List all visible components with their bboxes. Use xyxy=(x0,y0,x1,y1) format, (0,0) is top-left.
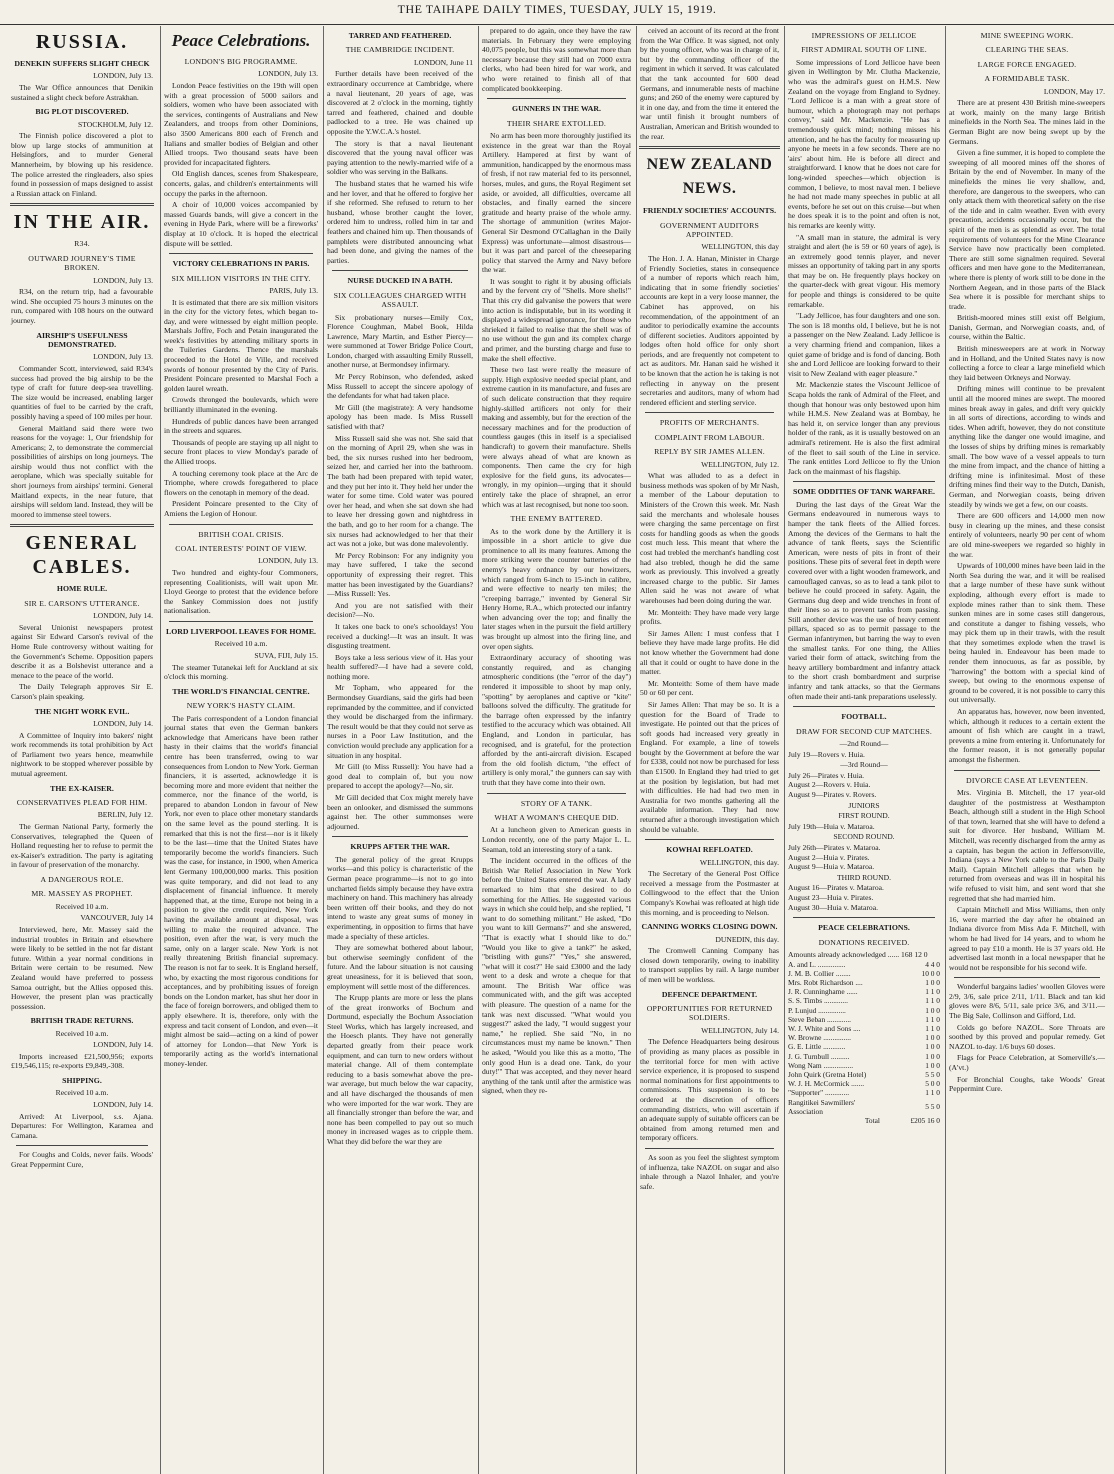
headline: LORD LIVERPOOL LEAVES FOR HOME. xyxy=(166,626,316,636)
article-text: Captain Mitchell and Miss Williams, then only 16, were married the day after he obtained an Indiana divorce from Miss Ada F. Mitchell, with whom he had lived for 14 years, and to whom he agreed to pay £10 a month. He is 37 years old. He advertised last month in a local newspaper that he would not be responsible for his second wife. xyxy=(949,905,1105,972)
subhead: LONDON'S BIG PROGRAMME. xyxy=(184,57,298,66)
subhead: THE CAMBRIDGE INCIDENT. xyxy=(345,45,455,55)
column-5 xyxy=(636,26,782,1474)
article-text: Mr Gill (to Miss Russell): You have had a good deal to complain of, but you now prepared to accept the apology?—No, sir. xyxy=(327,762,473,791)
subhead: SIX MILLION VISITORS IN THE CITY. xyxy=(171,273,311,283)
headline: OUTWARD JOURNEY'S TIME BROKEN. xyxy=(28,253,136,273)
fixture: August 30—Huia v. Mataroa. xyxy=(788,902,878,912)
donation-amount: 1 0 0 xyxy=(925,1060,940,1070)
round-label: THIRD ROUND. xyxy=(837,872,891,882)
donation-amount: 1 1 0 xyxy=(925,996,940,1006)
article-text: prepared to do again, once they have the raw materials. In February they were employing 40,075 people, but this was somewhat more than necessary because they still had on 7000 extra clerks, who had been hired for war work, and who were retained to finish all of that complicated bookkeeping. xyxy=(482,26,631,93)
headline: BIG PLOT DISCOVERED. xyxy=(35,107,129,117)
divider xyxy=(169,621,313,622)
divider xyxy=(487,98,626,99)
subhead: NEW YORK'S HASTY CLAIM. xyxy=(186,701,296,711)
article-text: The Daily Telegraph approves Sir E. Carson's plain speaking. xyxy=(11,682,153,701)
dateline: LONDON, July 13. xyxy=(258,556,318,566)
donor-name: W. J. H. McCormick ....... xyxy=(788,1079,865,1089)
donor-name: P. Lunjud ............... xyxy=(788,1005,846,1015)
donor-name: W. J. White and Sons .... xyxy=(788,1023,861,1033)
headline: STORY OF A TANK. xyxy=(520,798,593,808)
dateline: LONDON, July 13. xyxy=(93,275,153,285)
dateline: STOCKHOLM, July 12. xyxy=(78,119,153,129)
article-text: The Finnish police discovered a plot to blow up large stocks of ammunition at Helsingfors, and to murder General Mannerheim, by blowing up his residence. The police arrested the ringleaders, also spies found in possession of maps designed to assist a Russian attack on Finland. xyxy=(11,131,153,198)
headline: SHIPPING. xyxy=(62,1076,102,1086)
article-text: Interviewed, here, Mr. Massey said the industrial troubles in Britain and elsewhere were likely to be settled in the not far distant future. Within a year normal conditions in Britain were certain to be resumed. New Zealand would have preferred to possess Samoa outright, but the Allies opposed this. However, the present plan was practically possession. xyxy=(11,924,153,1011)
article-text: The Krupp plants are more or less the plans of the great ironworks of Bochum and Dortmund, especially the Bochum Association Steel Works, which has largely increased, and the Hoesch plants. They have not generally departed greatly from their peace work equipment, and can turn to new orders without material change. All of them contemplate reducing to a basis somewhat above the pre-war average, but much below the war capacity, and all have discharged the thousands of men who were imported for the war work. They are all financially stronger than before the war, and none has been compelled to pay out so much money in increased wages as to cripple them. What they did before the war they are xyxy=(327,993,473,1146)
subhead: DONATIONS RECEIVED. xyxy=(818,937,910,947)
article-text: Some impressions of Lord Jellicoe have been given in Wellington by Mr. Clutha Mackenzie, who was the admiral's guest on H.M.S. New Zealand on the voyage from England to Sydney. "Lord Jellicoe is a man with a great store of humour, which a photograph may not perhaps convey," said Mr. Mackenzie. "He has a tremendously quick mind; nothing misses his attention, and he has the faculty for measuring up anyone he meets in a few seconds. There are no 'airs' about him. He is before all direct and straightforward. I know that he does not care for long-winded speeches—which objection is common, I believe, to most naval men. I believe he had not made many speeches in public at all events, before he set out on this cruise—but when he does speak it is to the point and often is not, his remarks are keenly witty. xyxy=(788,57,940,230)
donor-name: J. M. B. Collier ........ xyxy=(788,968,851,978)
subhead: OPPORTUNITIES FOR RETURNED SOLDIERS. xyxy=(646,1003,773,1023)
dateline: LONDON, June 11 xyxy=(414,57,473,67)
donation-row xyxy=(788,1061,940,1070)
divider xyxy=(645,1148,774,1149)
article-text: Imports increased £21,500,956; exports £19,546,115; re-exports £9,849,-308. xyxy=(11,1051,153,1071)
headline: DEFENCE DEPARTMENT. xyxy=(661,989,758,999)
headline: MINE SWEEPING WORK. xyxy=(980,31,1074,40)
donation-amount: 1 0 0 xyxy=(925,1005,940,1015)
donation-amount: 5 5 0 xyxy=(925,1069,940,1079)
donation-row xyxy=(788,1088,940,1097)
article-text: There are at present 430 British mine-sweepers at work, mainly on the many large British minefields in the North Sea. The mines laid in the German Bight are now being swept up by the Germans. xyxy=(949,98,1105,146)
new-zealand-news-title: NEW ZEALAND NEWS. xyxy=(646,156,773,198)
donor-name: W. Browne ............... xyxy=(788,1033,851,1043)
divider xyxy=(10,203,154,206)
donor-name: Mrs. Robt Richardson .... xyxy=(788,977,863,987)
headline: NURSE DUCKED IN A BATH. xyxy=(347,276,453,286)
article-text: It takes one back to one's schooldays! You received a ducking!—It was an insult. It was disgusting treatment. xyxy=(327,621,473,651)
article-text: Mr Topham, who appeared for the Bermondsey Guardians, said the girls had been reprimanded by the committee, and if convicted they would be discharged from the infirmary. The result would be that they could not serve as nurses in a Poor Law Institution, and the conviction would preclude any application for a situation in any hospital. xyxy=(327,683,473,760)
article-text: And you are not satisfied with their decision?—No. xyxy=(327,600,473,620)
article-text: British minesweepers are at work in Norway and in Holland, and the United States navy is now collecting a force to clear a large minefield which they laid between Orkneys and Norway. xyxy=(949,344,1105,382)
divider xyxy=(639,146,780,149)
article-text: "Lady Jellicoe, has four daughters and one son. The son is 18 months old, I believe, but he is not a passenger on the New Zealand. Lady Jellicoe is a very charming friend and companion, likes a quiet game of bridge and is fond of dancing. Both she and Lord Jellicoe are looking forward to their visit to New Zealand with eager pleasure." xyxy=(788,311,940,378)
subhead: THEIR SHARE EXTOLLED. xyxy=(506,118,607,128)
article-text: These two last were really the measure of supply. High explosive needed special plant, and extreme caution in its manufacture, and fuses are of such delicate construction that they require highly-skilled artificers not only for their making and assembly, but for the erection of the necessary machines and for the production of countless gauges (this in itself is a specialised handicraft) to govern their manufacture. Shells were always ahead of what are known as components. Then came the cry for high explosive for the field guns, its advocates—wrongly, in my opinion—urging that it should entirely take the place of shrapnel, an error which was at last recognised, but none too soon. xyxy=(482,365,631,509)
subhead: MR. MASSEY AS PROPHET. xyxy=(31,889,133,899)
headline: AIRSHIP'S USEFULNESS DEMONSTRATED. xyxy=(36,330,128,349)
article-text: A choir of 10,000 voices accompanied by massed Guards bands, will give a concert in the evening in Hyde Park, where will be a fireworks' display at 10 o'clock. It is hoped the electrical dispute will be settled. xyxy=(164,200,318,248)
article-text: Sir James Allen: I must confess that I believe they have made large profits. He did not know whether the Government had done all that it could or ought to have done in the matter. xyxy=(640,628,779,677)
donations-table xyxy=(788,960,940,1116)
headline: DIVORCE CASE AT LEVENTEEN. xyxy=(965,775,1088,785)
subhead: DRAW FOR SECOND CUP MATCHES. xyxy=(795,726,933,736)
fixture: July 19—Rovers v. Huia. xyxy=(788,749,865,759)
donor-name: S. S. Timbs ............. xyxy=(788,996,848,1006)
article-text: It is estimated that there are six million visitors in the city for the victory fetes, which began to-day, and were witnessed by eight million people. Marshals Joffre, Foch and Petain inaugurated the week's festivities by attending military sports in the Tuileries Gardens. Thence the marshals proceeded to the Hotel de Ville, and received swords of honour presented by the City of Paris. President Poincare presented to Marshal Foch a golden laurel wreath. xyxy=(164,297,318,393)
subhead: R34. xyxy=(74,239,90,249)
dateline: LONDON, July 14. xyxy=(93,719,153,728)
column-7 xyxy=(945,26,1108,1474)
article-text: Given a fine summer, it is hoped to complete the sweeping of all moored mines off the shores of Britain by the end of November. In many of the minefields the mines lie very shallow, and, therefore, are dangerous to the sweepers, who can only attack them with theoretical safety on the rise of the tide and in calm weather. Even with every precaution, accidents occasionally occur, but the spirit of the men is as splendid as ever. The total requirements of volunteers for the Mine Clearance Service have now practically been completed. There are still some signalmen required. Several officers and men have gone to the Mediterranean, where there is plenty of work still to be done in the Northern Aegean, and in those parts of the Black Sea where it is possible for merchant ships to trade. xyxy=(949,148,1105,311)
divider xyxy=(10,524,154,527)
article-text: An apparatus has, however, now been invented, which, although it reduces to a certain extent the amount of fish which are caught in a trawl, prevents a mine from entering it. Unfortunately for the former reason, it is not generally popular amongst the fishermen. xyxy=(949,707,1105,764)
headline: HOME RULE. xyxy=(56,584,108,594)
article-text: Further details have been received of the extraordinary occurrence at Cambridge, where a naval lieutenant, 20 years of age, was discovered at 2 o'clock in the morning, tightly tarred and feathered, chained and double padlocked to a tree. He was chained up opposite the Y.W.C.A.'s hostel. xyxy=(327,69,473,136)
article-text: The husband states that he warned his wife and her lover, and that he offered to forgive her if she reformed. She refused to return to her husband, whose brother caught the lover, ordered him to undress, rolled him in tar and feathers and chained him up. Then thousands of pamphlets were distributed announcing what had been done, and giving the names of the parties. xyxy=(327,178,473,265)
article-text: President Poincare presented to the City of Amiens the Legion of Honour. xyxy=(164,499,318,518)
divider xyxy=(954,770,1100,771)
headline: BRITISH TRADE RETURNS. xyxy=(30,1016,134,1026)
dateline: SUVA, FIJI, July 15. xyxy=(254,650,318,660)
column-2 xyxy=(160,26,321,1474)
dateline: LONDON, July 14. xyxy=(93,1040,153,1050)
headline: VICTORY CELEBRATIONS IN PARIS. xyxy=(172,259,310,269)
article-text: ceived an account of its record at the front from the War Office. It was signed, not only by the young officer, who was in charge of it, but by the commanding officer of the regiment in which it served. It was calculated that the tank accounted for 600 dead Germans, and innumerable nests of machine guns; and 260 of the enemy were captured by it in one day, and from the time it entered the war until finish it brought numbers of Australian, American and British wounded to the rear. xyxy=(640,26,779,141)
article-text: Mr Percy Robinson, who defended, asked Miss Russell to accept the sincere apology of the defendants for what had taken place. xyxy=(327,372,473,401)
donation-row xyxy=(788,1070,940,1079)
donation-row xyxy=(788,1079,940,1088)
dateline: LONDON, July 13. xyxy=(93,71,153,81)
donor-name: Wong Nam ................ xyxy=(788,1060,854,1070)
subhead: GOVERNMENT AUDITORS APPOINTED. xyxy=(659,220,760,239)
dateline: WELLINGTON, this day xyxy=(701,242,779,252)
headline: KOWHAI REFLOATED. xyxy=(666,845,753,855)
dateline: WELLINGTON, July 12. xyxy=(701,459,779,469)
divider xyxy=(169,253,313,254)
grade-label: JUNIORS xyxy=(848,800,880,810)
article-text: Mrs. Virginia B. Mitchell, the 17 year-old daughter of the postmistress at Westhampton Beach, although still a student in the High School of that town, learned that she will have to defend a suit for divorce. Her husband, William M. Mitchell, was recently discharged from the army as a captain, has begun the action in Jeffersonville, Indiana (says a New York cable to the Paris Daily Mail). Captain Mitchell alleges that when he returned from overseas and was ill in hospital his wife refused to visit him, and sent word that she regretted that she had married him. xyxy=(949,788,1105,903)
divider xyxy=(793,706,935,707)
article-text: General Maitland said there were two reasons for the voyage: 1, Our friendship for Americans; 2, to demonstrate the commercial possibilities of airships on long journeys. The airship would thus not conflict with the aeroplane, which was specially suitable for short journeys from airships' termini. General Maitland expects, in the near future, that airships will seldom land. Instead, they will be moored to immense steel towers. xyxy=(11,423,153,519)
article-text: A Committee of Inquiry into bakers' night work recommends its total prohibition by Act of Parliament two years hence, meanwhile nightwork to be stopped wherever possible by mutual agreement. xyxy=(11,730,153,778)
column-1 xyxy=(8,26,156,1474)
donation-amount: 1 0 0 xyxy=(925,1051,940,1061)
article-text: R34, on the return trip, had a favourable wind. She occupied 75 hours 3 minutes on the run, compared with 108 hours on the outward journey. xyxy=(11,287,153,325)
article-text: Upwards of 100,000 mines have been laid in the North Sea during the war, and it will be realised that a large number of these have sunk without exploding, although every effort is made to explode mines rather than to sink them. These sunken mines are in some cases still dangerous, and constitute a danger to fishing vessels, who may pick them up in their trawls, with the result that they sometimes explode when the trawl is being hauled in. Endeavour has been made to render them innocuous, as far as possible, by "harrowing" the bottom with a special kind of sweep, but owing to the enormous expense of ground to be covered, it is not possible to carry this out universally. xyxy=(949,561,1105,705)
donation-row xyxy=(788,978,940,987)
donation-row xyxy=(788,1033,940,1042)
article-text: Old English dances, scenes from Shakespeare, concerts, galas, and children's entertainments will occupy the parks in the afternoon. xyxy=(164,169,318,198)
article-text: The steamer Tutanekai left for Auckland at six o'clock this morning. xyxy=(164,662,318,682)
subhead: REPLY BY SIR JAMES ALLEN. xyxy=(654,447,765,457)
divider xyxy=(332,270,468,271)
article-text: Crowds thronged the boulevards, which were brilliantly illuminated in the evening. xyxy=(164,395,318,415)
headline: SOME ODDITIES OF TANK WARFARE. xyxy=(793,487,935,497)
article-text: Extraordinary accuracy of shooting was constantly required, and as changing atmospheric conditions (the "error of the day") rendered it impossible to shoot by map only, "spotting" by aeroplanes and captive or "kite" balloons solved the difficulty. The gratitude for the barrage often expressed by the infantry testified to the accuracy which was obtained. All England, and London in particular, has recognised, and is grateful, for the protection afforded by the anti-aircraft division. Escaped from the old foolish dictum, "the effect of artillery is only moral," the gunners can say with truth that they have come into their own. xyxy=(482,653,631,787)
round-label: FIRST ROUND. xyxy=(838,811,890,821)
donations-intro: Amounts already acknowledged ...... 168 12 0 xyxy=(788,949,928,959)
column-3 xyxy=(323,26,476,1474)
article-text: The Defence Headquarters being desirous of providing as many places as possible in the territorial force for men with active service experience, it is proposed to suspend normal nominations for first appointments to commissions. This suspension is to be ordered at the discretion of officers commanding districts, who will ascertain if an adequate supply of suitable officers can be obtained from among returned men and temporary officers. xyxy=(640,1037,779,1143)
article-text: A touching ceremony took place at the Arc de Triomphe, where crowds foregathered to place flowers on the cenotaph in memory of the dead. xyxy=(164,468,318,497)
donation-row xyxy=(788,987,940,996)
divider xyxy=(332,836,468,837)
article-text: The general policy of the great Krupps works—and this policy is characteristic of the German peace programme—is not to go into uncharted fields simply because they have extra machinery on hand. This machinery has already been written off their books, and they do not intend to waste any great sums of money in experimenting, in opposition to firms that have made a specialty of these articles. xyxy=(327,854,473,941)
advertisement: For Bronchial Coughs, take Woods' Great Peppermint Cure. xyxy=(949,1074,1105,1094)
dateline: LONDON, May 17. xyxy=(1043,86,1105,96)
fixtures-senior xyxy=(785,750,943,800)
russia-subhead: DENEKIN SUFFERS SLIGHT CHECK xyxy=(14,59,150,68)
donation-row xyxy=(788,1024,940,1033)
donation-amount: 5 5 0 xyxy=(925,1102,940,1112)
dateline: LONDON, July 14. xyxy=(93,1100,153,1110)
article-text: The incident occurred in the offices of the British War Relief Association in New York before the United States entered the war. A lady remarked to him that she desired to do something for the Allies. He suggested various ways in which she could help, and she replied, "I want to do something militant." He asked, "Do you want to kill Germans?" and she answered, "That is exactly what I should like to do." "Would you like to give a tank?" he asked, "bristling with guns?" "Yes," she answered, "what will it cost?" He said £3000 and the lady went to a desk and wrote a cheque for that amount. The British War office was communicated with, and the gift was accepted with pleasure. The question of a name for the tank was next discussed. "What would you suggest?" asked the lady, "I would suggest your name," he replied. She said "No, in no circumstances must my name be known." Then he asked, "Would you like this as a motto, 'The only good Hun is a dead one. Tank, do your duty!'" That was accepted, and they never heard anything of the tank until after the armistice was signed, when they re- xyxy=(482,856,631,1096)
donation-amount: 1 1 0 xyxy=(925,1023,940,1033)
article-text: It was sought to right it by abusing officials and by the fervent cry of "Shells. More shells!" That this cry did galvanise the powers that were into action is indisputable, but in its wording it displayed a widespread ignorance, for those who shrieked it failed to realise that the shell was of no use without the gun and its complex charge and primer, and the bursting charge and fuse to make the shell effective. xyxy=(482,276,631,363)
fixture: July 26th—Pirates v. Mataroa. xyxy=(788,842,881,852)
article-text: Two hundred and eighty-four Commoners, representing Coalitionists, will wait upon Mr. Lloyd George to protest that the evidence before the Sankey Commission does not justify nationalisation. xyxy=(164,567,318,616)
headline: PROFITS OF MERCHANTS. xyxy=(659,418,760,428)
subhead: A FORMIDABLE TASK. xyxy=(984,74,1070,84)
donation-row xyxy=(788,1052,940,1061)
dateline: WELLINGTON, this day. xyxy=(699,857,779,867)
dateline: DUNEDIN, this day. xyxy=(715,934,779,944)
article-text: "A small man in stature, the admiral is very straight and alert (he is 59 or 60 years of age), is an extremely good tennis player, and never misses an opportunity of taking part in any sports that may be on. He frequently plays hockey on the quarter-deck with great vigour. His memory for people and things is considered to be quite remarkable. xyxy=(788,232,940,309)
divider xyxy=(487,793,626,794)
fixture: July 19th—Huia v. Mataroa. xyxy=(788,821,875,831)
headline: BRITISH COAL CRISIS. xyxy=(198,529,284,539)
article-text: The Secretary of the General Post Office received a message from the Postmaster at Collingwood to the effect that the Union Company's Kowhai was refloated at high tide this morning, and is proceeding to Nelson. xyxy=(640,869,779,917)
subhead: COMPLAINT FROM LABOUR. xyxy=(654,432,765,442)
fixture: August 2—Huia v. Pirates. xyxy=(788,852,870,862)
article-text: The Paris correspondent of a London financial journal states that even the German bankers acknowledge that Americans have been rather hasty in their claims that the world's financial centre has been transferred, owing to war consequences from London to New York. German financiers, it is asserted, acknowledge it is becoming more and more evident that neither the commerce, nor the finance of the world, is prepared to abandon London in favour of New York, nor even to place other monetary standards on the same level as the pound sterling. It is remarked that this is not the first—nor is it likely to be the last—time that the United States have temporarily become the world's financiers. Such was the case, for instance, in 1900, when America lent Germany 100,000,000 marks. This position was quite temporary, and did not lead to any displacement of financial influence. It merely happened that, at the time, Europe not being in a position to give the credit required, New York having the available amount at disposal, was willing to make the required advance. The position, even after the war, is very much the same, only on a larger scale. New York is not really threatening British financial supremacy. The reason is not far to seek. It is England herself, who, by exacting the most rigorous conditions for acceptances, and by prohibiting issues of foreign bonds on the London market, has shut her door in the face of foreign borrowers, and obliged them to apply elsewhere. It is, therefore, only with the express and tacit consent of London, and even—it might almost be said—acting on a kind of power of attorney for London—that New York is temporarily acting as the world's international money-lender. xyxy=(164,713,318,1068)
divider xyxy=(16,1145,148,1146)
headline: GUNNERS IN THE WAR. xyxy=(512,104,601,114)
article-text: At a luncheon given to American guests in London recently, one of the party Major L. L. Seaman, told an interesting story of a tank. xyxy=(482,825,631,854)
article-text: No arm has been more thoroughly justified its existence in the great war than the Royal Artillery. Hampered at first by want of ammunition, handicapped by the enormous mass of fresh, if not raw material fed to its personnel, horses, mules, and guns, the Royal Regiment set aside, or avoided, all difficulties, overcame all obstacles, and finally earned the sincere gratitude and hearty praise of the whole army. The shortage of ammunition (writes Major-General Sir Desmond O'Callaghan in the Daily Express) was unfortunate—almost disastrous—but it was part and parcel of the cheeseparing policy that starved the Army and Navy before the war. xyxy=(482,130,631,275)
donor-name: Steve Beban ............. xyxy=(788,1014,852,1024)
donation-row xyxy=(788,1015,940,1024)
headline: TARRED AND FEATHERED. xyxy=(348,31,452,40)
fixture: August 9—Pirates v. Rovers. xyxy=(788,790,877,799)
subhead: CLEARING THE SEAS. xyxy=(985,45,1069,55)
masthead: THE TAIHAPE DAILY TIMES, TUESDAY, JULY 15, 1919. xyxy=(0,2,1114,25)
donation-amount: 1 0 0 xyxy=(925,1033,940,1043)
headline: A DANGEROUS ROLE. xyxy=(40,874,124,884)
donation-amount: 10 0 0 xyxy=(921,968,940,978)
donation-amount: 5 0 0 xyxy=(925,1079,940,1089)
dateline: WELLINGTON, July 14. xyxy=(701,1025,779,1035)
article-text: Mr Percy Robinson: For any indignity you may have suffered, I take the second opportunity of expressing their regret. This matter has been investigated by the Guardians?—Miss Russell: Yes. xyxy=(327,550,473,599)
article-text: Miss Russell said she was not. She said that on the morning of April 29, when she was in bed, the six nurses rushed into her bedroom, seized her, and carried her into the bathroom. The bath had been prepared with tepid water, and they put her into it. They held her under the water for some time. Cold water was poured over her head, and when she sat down she had to leave her dressing gown and nightdress in the bath, and go to her room for a change. The six nurses had acknowledged to her that their act was not a joke, but was done malevolently. xyxy=(327,433,473,549)
round-label: —2nd Round— xyxy=(839,739,889,749)
donor-name: John Quirk (Gretna Hotel) xyxy=(788,1069,867,1079)
dateline: BERLIN, July 12. xyxy=(97,810,153,820)
subhead: THE ENEMY BATTERED. xyxy=(510,514,603,524)
article-text: Several Unionist newspapers protest against Sir Edward Carson's revival of the Home Rule controversy without waiting for the Government's Scheme. Opposition papers describe it as a Bolshevist utterance and a menace to the peace of the world. xyxy=(11,622,153,680)
headline: CANNING WORKS CLOSING DOWN. xyxy=(641,922,778,932)
donation-row xyxy=(788,960,940,969)
dateline: LONDON, July 13. xyxy=(93,352,153,362)
subhead: SIX COLLEAGUES CHARGED WITH ASSAULT. xyxy=(333,290,467,310)
donor-name: J. G. Turnbull .......... xyxy=(788,1051,850,1061)
total-label: Total xyxy=(864,1115,880,1125)
advertisement: Colds go before NAZOL. Sore Throats are soothed by this proved and popular remedy. Get NAZOL to-day. 1/6 buys 60 doses. xyxy=(949,1022,1105,1051)
article-text: Thousands of people are staying up all night to secure front places to view Monday's parade of the Allied troops. xyxy=(164,437,318,466)
dateline: LONDON, July 14. xyxy=(93,611,153,621)
donor-name: J. R. Cunninghame ...... xyxy=(788,987,858,997)
subhead: WHAT A WOMAN'S CHEQUE DID. xyxy=(494,812,619,822)
received-time: Received 10 a.m. xyxy=(55,1028,109,1038)
article-text: Mr. Monteith: They have made very large profits. xyxy=(640,607,779,627)
article-text: Hundreds of public dances have been arranged in the streets and squares. xyxy=(164,416,318,436)
article-text: Boys take a less serious view of it. Has your health suffered?—I have had a severe cold, nothing more. xyxy=(327,652,473,681)
subhead: COAL INTERESTS' POINT OF VIEW. xyxy=(175,543,307,553)
headline: FRIENDLY SOCIETIES' ACCOUNTS. xyxy=(642,206,777,216)
article-text: There are 600 officers and 14,000 men now busy in clearing up the mines, and these consist entirely of volunteers, nearly 90 per cent of whom are old mine-sweepers we regarded so highly in the war. xyxy=(949,511,1105,559)
donation-amount: 1 0 0 xyxy=(925,1042,940,1052)
round-label: —3rd Round— xyxy=(840,760,888,770)
subhead: SIR E. CARSON'S UTTERANCE. xyxy=(24,598,140,608)
article-text: The German National Party, formerly the Conservatives, telegraphed the Queen of Holland requesting her to refuse to permit the ex-Kaiser's extradition. The party is agitating in favour of preservation of the monarchy. xyxy=(11,821,153,870)
donor-name: A. and L. ............... xyxy=(788,959,846,969)
headline: IMPRESSIONS OF JELLICOE xyxy=(811,31,917,40)
headline: THE NIGHT WORK EVIL. xyxy=(34,706,130,716)
subhead: LARGE FORCE ENGAGED. xyxy=(977,59,1077,69)
donation-row xyxy=(788,1098,940,1116)
article-text: Mr. Monteith: Some of them have made 50 or 60 per cent. xyxy=(640,678,779,698)
football-headline: FOOTBALL. xyxy=(841,712,887,722)
donor-name: G. E. Little ............ xyxy=(788,1042,846,1052)
divider xyxy=(645,412,774,413)
received-time: Received 10 a.m. xyxy=(214,639,268,649)
donations-total xyxy=(788,1116,940,1125)
fixture: August 9—Huia v. Mataroa. xyxy=(788,862,875,872)
advertisement: Flags for Peace Celebration, at Somerville's.—(A'vt.) xyxy=(949,1053,1105,1073)
headline: THE WORLD'S FINANCIAL CENTRE. xyxy=(172,686,310,696)
article-text: During the last days of the Great War the Germans endeavoured in numerous ways to hamper the tank fleets of the Allied forces. Among the devices of the Germans to halt the advance of tank fleets, says the Scientific American, were nests of pits in front of their positions. These pits of several feet in depth were covered over with a light wooden framework, and camouflaged canvas, so as to lead a tank pilot to believe he could proceed in safety. Again, the Germans dug deep and wide trenches in front of their lines so as to prevent tanks from passing. Still another device was the use of heavy cement pillars, spaced so as to permit passage to the German infantrymen, but barring the way to even the smallest tanks. For one thing, the Allies varied their form of attack, switching from the heavy artillery bombardment and infantry attack to the short crash bombardment and surprise infantry and tank attacks, so that the Germans often made their anti-tank preparations uselessly. xyxy=(788,499,940,701)
donor-name: "Supporter" ............. xyxy=(788,1088,850,1098)
donation-amount: 4 4 0 xyxy=(925,959,940,969)
donation-row xyxy=(788,996,940,1005)
donation-row xyxy=(788,969,940,978)
article-text: British-moored mines still exist off Belgium, Danish, German, and Norwegian coasts, and, of course, within the Baltic. xyxy=(949,313,1105,342)
russia-title: RUSSIA. xyxy=(35,31,129,53)
fixture: August 16—Pirates v. Mataroa. xyxy=(788,883,884,893)
headline: PEACE CELEBRATIONS. xyxy=(818,923,910,933)
donation-amount: 1 1 0 xyxy=(925,1088,940,1098)
article-text: Arrived: At Liverpool, s.s. Ajana. Departures: For Wellington, Karamea and Camana. xyxy=(11,1111,153,1140)
donation-row xyxy=(788,1006,940,1015)
subhead: CONSERVATIVES PLEAD FOR HIM. xyxy=(16,797,148,807)
advertisement: As soon as you feel the slightest symptom of influenza, take NAZOL on sugar and also inhale through a Nazol Inhaler, and you're safe. xyxy=(640,1152,779,1191)
article-text: The War Office announces that Denikin sustained a slight check before Astrakhan. xyxy=(11,83,153,102)
subhead: FIRST ADMIRAL SOUTH OF LINE. xyxy=(801,45,927,55)
fixture: August 23—Huia v. Pirates. xyxy=(788,892,874,902)
donation-amount: 1 1 0 xyxy=(925,987,940,997)
advertisement: For Coughs and Colds, never fails. Woods' Great Peppermint Cure, xyxy=(11,1150,153,1170)
received-time: Received 10 a.m. xyxy=(55,901,109,911)
article-text: London Peace festivities on the 19th will open with a great procession of 5000 sailors and soldiers, women who have been associated with the services, contingents of Australians and New Zealanders, and troops from other Dominions, also 3500 Americans 800 each of French and Italians and smaller bodies of Belgian and other Allied troops. Two thousand seats have been provided for incapacitated fighters. xyxy=(164,81,318,167)
divider xyxy=(793,917,935,918)
peace-celebrations-title: Peace Celebrations. xyxy=(171,31,311,50)
in-the-air-title: IN THE AIR. xyxy=(13,211,151,234)
divider xyxy=(169,524,313,525)
donor-name: Rangitikei Sawmillers' Association xyxy=(788,1097,856,1116)
article-text: Mr Gill (the magistrate): A very handsome apology has been made. Is Miss Russell satisfied with that? xyxy=(327,402,473,432)
article-text: What was alluded to as a defect in business methods was spoken of by Mr Nash, a member of the Labour deputation to Ministers of the Crown this week. Mr. Nash said the merchants and wholesale houses were charging the same percentage on first costs for handling goods as when the goods cost much less. This meant that where the cost had trebled the merchant's handling cost had also trebled, though he did the same work as previously. This involved a greatly increased charge to the public. Sir James Allen said he was not aware of what warehouses had been doing during the war. xyxy=(640,471,779,605)
article-text: The Hon. J. A. Hanan, Minister in Charge of Friendly Societies, states in consequence of a number of reports which reach him, indicating that in some friendly societies' accounts are kept in a very loose manner, the Cabinet has approved, on his recommendation, of the appointment of an auditor to periodically examine the accounts of different societies. Auditors appointed by lodges often hold office for only short periods, and are frequently not competent to act as auditors. Mr. Hanan said he wished it to be known that the action he is taking is not reflecting in anyway on the present secretaries and auditors, many of whom had rendered efficient and sterling service. xyxy=(640,253,779,407)
received-time: Received 10 a.m. xyxy=(55,1088,109,1098)
headline: KRUPPS AFTER THE WAR. xyxy=(350,842,450,852)
divider xyxy=(954,977,1100,978)
total-amount: £205 16 0 xyxy=(910,1115,940,1125)
article-text: The story is that a naval lieutenant discovered that the young naval officer was paying attention to the newly-married wife of a soldier who was serving in the Balkans. xyxy=(327,138,473,177)
dateline: VANCOUVER, July 14 xyxy=(80,913,153,923)
donation-amount: 1 0 0 xyxy=(925,977,940,987)
advertisement: Wonderful bargains ladies' woollen Gloves were 2/9, 3/6, sale price 2/11, 1/11. Black and tan kid gloves were 8/6, 5/11, sale price 3/6, and 3/11.—The Big Sale, Collinson and Gifford, Ltd. xyxy=(949,982,1105,1021)
article-text: As to the work done by the Artillery it is impossible in a short article to give due prominence to all its many features. Among the more striking were the counter batteries of the enemy's heavy ordnance by our howitzers, which ranged from 6-inch to 15-inch in calibre, and were effective to nearly ten miles; the "creeping barrage," invented by General Sir Henry Horne, R.A., which protected our infantry when advancing over the top; and finally the later stages when in the pursuit the field artillery was brought up almost into the firing line, and over open sights. xyxy=(482,526,631,651)
dateline: LONDON, July 13. xyxy=(258,69,318,79)
article-text: They are somewhat bothered about labour, but otherwise seemingly confident of the future. And the labour situation is not causing great uneasiness, for it is believed that soon, employment will settle most of the differences. xyxy=(327,943,473,991)
round-label: SECOND ROUND. xyxy=(833,832,895,842)
article-text: Six probationary nurses—Emily Cox, Florence Coughman, Mabel Book, Hilda Lawrence, Mary Martin, and Esther Piercy—were summoned at Tower Bridge Police Court, London, charged with assaulting Emily Russell, another nurse, at Bermondsey infirmary. xyxy=(327,312,473,370)
article-text: Mr. Mackenzie states the Viscount Jellicoe of Scapa holds the rank of Admiral of the Fleet, and though that honour was only bestowed upon him while H.M.S. New Zealand was at Bombay, he has held it, on service longer than any previous holder of the rank, as it is usually bestowed on an admiral's retirement. He is also the first admiral of the fleet to sail south of the Line in service. The rank entitles Lord Jellicoe to fly the Union Jack on the mainmast of his flagship. xyxy=(788,380,940,476)
column-4 xyxy=(478,26,634,1474)
article-text: Commander Scott, interviewed, said R34's success had proved the big airship to be the type of craft for future deep-sea travelling. The size would be increased, enabling larger quantities of fuel to be carried by the craft, possibly having a speed of 100 miles per hour. xyxy=(11,363,153,421)
article-text: Mr Gill decided that Cox might merely have been an onlooker, and dismissed the summons against her. The other summonses were adjourned. xyxy=(327,793,473,831)
column-6 xyxy=(784,26,943,1474)
fixture: August 2—Rovers v. Huia. xyxy=(788,780,871,790)
donation-row xyxy=(788,1042,940,1051)
general-cables-title: GENERAL CABLES. xyxy=(25,532,139,579)
article-text: Drifting mines will continue to be prevalent until all the moored mines are swept. The moored mines break away in gales, and drift very quickly in all sorts of directions, according to winds and tides. When adrift, however, they do not constitute anything like the danger one would imagine, and the losses of ships by drifting mines is remarkably small. The bow wave of a vessel appeals to turn the mine from impact, and the chance of hitting a drifting mine is infinitesimal. Most of these drifting mines find their way to the Dutch, Danish, German, and Norwegian coasts, being driven steadily by winds we get a few, on our coasts. xyxy=(949,384,1105,509)
fixture: July 26—Pirates v. Huia. xyxy=(788,770,865,780)
divider xyxy=(645,839,774,840)
article-text: The Cromwell Canning Company has closed down temporarily, owing to inability to transport supplies by rail. A large number of men will be workless. xyxy=(640,946,779,984)
dateline: PARIS, July 13. xyxy=(269,285,318,295)
headline: THE EX-KAISER. xyxy=(50,783,114,793)
donation-amount: 1 1 0 xyxy=(925,1014,940,1024)
article-text: Sir James Allen: That may be so. It is a question for the Board of Trade to investigate. He pointed out that the prices of soft goods had increased very greatly in England. For example, a line of towels bought by the Government at before the war for £338, could not now be purchased for less than £1500. In England they had tried to get at the position by legislation, but had met with difficulties. He had had two men in Australia for two months gathering all the available information. They had now returned after a thorough investigation which should be valuable. xyxy=(640,699,779,834)
divider xyxy=(793,481,935,482)
